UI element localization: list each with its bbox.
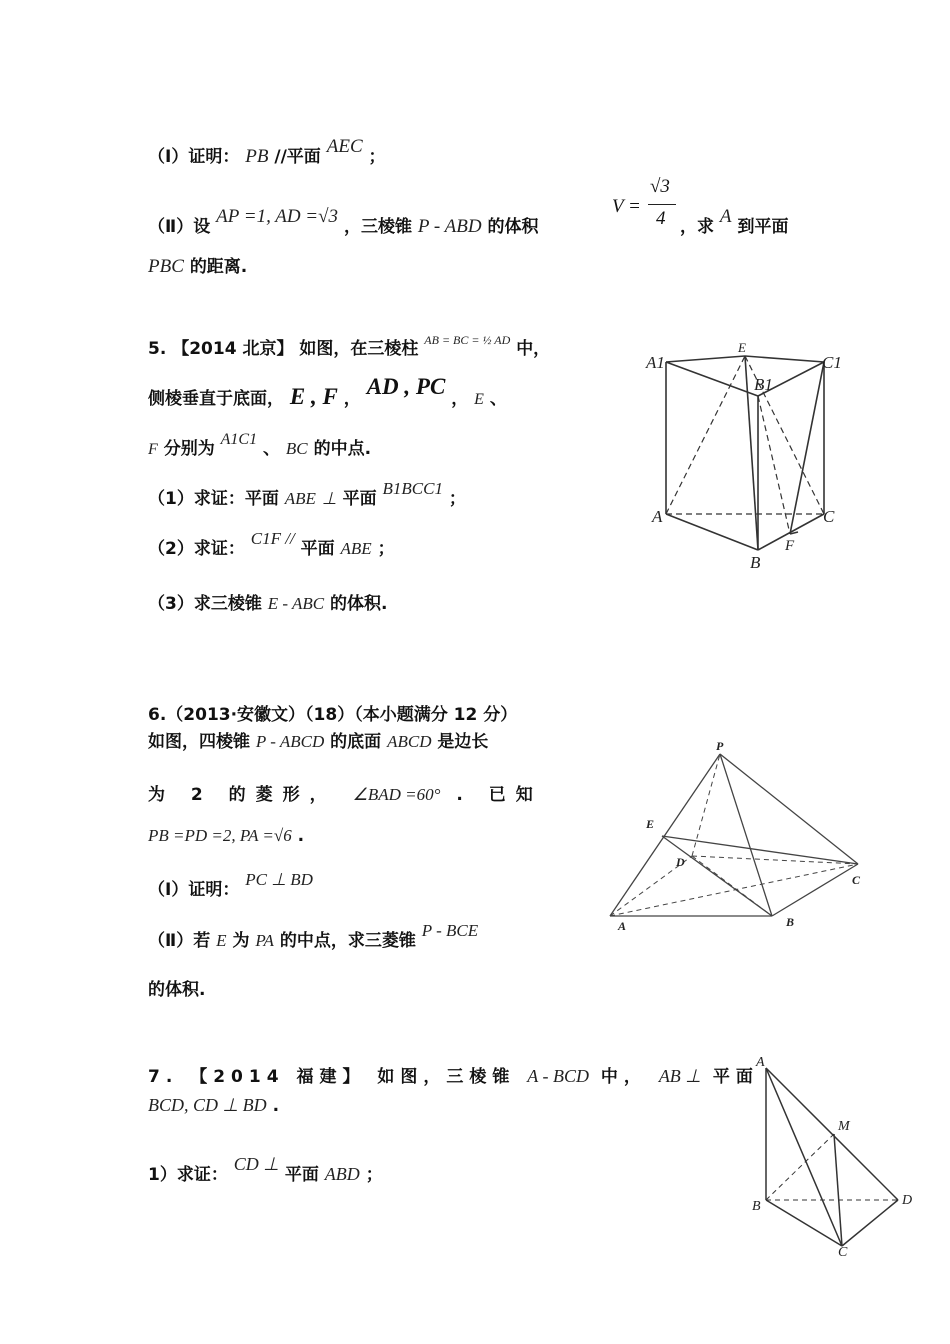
p4-part2-text3: ，求 [680,217,714,237]
p7-text4: . [272,1096,280,1116]
p4-part2-label: （Ⅱ）设 [148,217,211,237]
p7-q1 [148,1154,383,1185]
p5-fig-label-c: C [823,507,835,526]
p5-q1-perp: ⊥ [321,489,337,508]
p4-part2-math-a: A [719,206,732,227]
p5-line2 [148,374,507,410]
p4-part2-text1: ，三棱锥 [343,217,412,237]
p6-q2-math-pa: PA [255,931,274,950]
p5-fig-label-f: F [785,538,795,554]
p6-math-lengths: PB =PD =2, PA =√6 [148,826,292,845]
p4-part1-math-pb: PB [245,146,269,167]
p7-fig-label-c: C [838,1245,848,1256]
p4-part2 [148,206,539,238]
p5-q2-label: （2）求证： [148,539,245,559]
p5-text1: 如图，在三棱柱 [299,339,419,359]
p4-part2-text2: 的体积 [487,217,539,237]
p7-fig-label-a: A [756,1055,765,1070]
p4-part1 [148,136,386,168]
p6-line1 [148,727,488,752]
p6-q1-math: PC ⊥ BD [245,870,313,889]
p5-q2 [148,529,395,559]
p4-part2-text5: 的距离. [189,257,248,277]
p7-q1-math1: CD ⊥ [233,1154,279,1174]
p5-q2-math2: ABE [340,539,372,558]
p6-q2 [148,921,479,951]
p6-text4: 为 2 的菱形， [148,785,337,805]
p5-dun1: 、 [489,389,507,409]
p5-prism-figure [640,338,880,578]
p5-q3-label: （3）求三棱锥 [148,594,262,614]
p5-comma2: ， [451,389,469,409]
p6-q2-text1: 为 [232,931,250,951]
p4-part2-line2 [148,252,247,278]
p5-number: 5. [148,339,167,359]
p7-math-ab-perp: AB ⊥ [658,1066,701,1086]
p6-text3: 是边长 [437,732,489,752]
p7-fig-label-b: B [752,1199,761,1214]
p6-math-pyramid: P - ABCD [255,732,325,751]
p6-header: 6.（2013·安徽文）（18）（本小题满分 12 分） [148,705,518,725]
p5-condition-math: AB = BC = ½ AD [424,333,511,347]
p5-text3: 侧棱垂直于底面， [148,389,284,409]
p4-part2-math-ap-ad: AP =1, AD =√3 [216,206,339,227]
p7-source: 【2014 福建】 [190,1067,366,1087]
p6-text5: . 已知 [456,785,543,805]
p7-q1-label: 1）求证： [148,1165,228,1185]
p7-math-bcd: BCD, CD ⊥ BD [148,1095,267,1115]
p5-math-bc: BC [285,439,308,458]
p6-q2-end: 的体积. [148,980,206,1000]
p6-fig-label-d: D [676,855,685,869]
p5-source: 【2014 北京】 [172,339,294,359]
p7-q1-end: ； [365,1165,383,1185]
p6-q2-text2: 的中点，求三菱锥 [279,931,416,951]
p6-math-abcd: ABCD [387,732,432,751]
p4-part1-text: //平面 [274,147,321,167]
p4-part1-math-aec: AEC [326,136,363,157]
p6-fig-label-e: E [646,817,655,831]
p5-text2: 中， [516,339,551,359]
p7-q1-text: 平面 [284,1165,319,1185]
p5-q2-text: 平面 [300,539,335,559]
p7-text2: 中， [600,1067,647,1087]
p4-part2-math-pyramid: P - ABD [417,216,482,237]
p5-comma1: ， [343,389,361,409]
p5-math-e: E [474,391,484,408]
p5-dun2: 、 [263,439,280,459]
p5-fig-label-b1: B1 [754,375,773,394]
p5-text4: 分别为 [163,439,215,459]
p5-line1 [148,334,550,359]
p7-fig-label-m: M [838,1119,850,1134]
p7-text1: 如图，三棱锥 [377,1067,516,1087]
p6-q2-math-pbce: P - BCE [421,921,479,940]
p6-q1-label: （Ⅰ）证明： [148,880,240,900]
p6-pyramid-figure [600,736,870,936]
p6-q2-label: （Ⅱ）若 [148,931,211,951]
p5-q1 [148,479,466,509]
p7-math-pyramid: A - BCD [527,1066,589,1086]
p5-q1-label: （1）求证：平面 [148,489,279,509]
p5-fig-label-e: E [738,340,746,355]
p4-part2-math-pbc: PBC [148,256,184,277]
p5-q1-end: ； [448,489,466,509]
p5-fig-label-a: A [652,507,663,526]
p5-line3 [148,431,372,459]
p4-part2-cont [680,206,789,238]
p5-fig-label-b: B [750,553,761,572]
p4-part1-label: （Ⅰ）证明： [148,147,240,167]
p6-q2-math-e: E [216,931,227,950]
p7-line1 [148,1062,759,1087]
p6-fig-label-c: C [852,873,861,887]
p5-q2-end: ； [377,539,395,559]
p5-q2-math1: C1F // [250,529,295,548]
p4-part2-text4: 到平面 [737,217,789,237]
p5-q1-text: 平面 [342,489,377,509]
p5-q3-text: 的体积. [330,594,388,614]
p4-part1-end: ； [368,147,386,167]
p4-volume-lhs: V = [612,196,641,217]
p5-math-a1c1: A1C1 [220,431,258,448]
p5-fig-label-a1: A1 [646,353,665,372]
p6-line3 [148,826,304,846]
p7-line2 [148,1095,279,1116]
p5-math-adpc: AD , PC [366,374,446,399]
p5-text5: 的中点. [313,439,372,459]
p5-q1-math1: ABE [284,489,316,508]
p4-volume-fraction-bar [648,204,676,205]
p5-q3 [148,589,388,614]
p5-math-ef: E , F [289,384,338,409]
p6-q1 [148,870,313,900]
p6-line2 [148,780,543,805]
p6-fig-label-p: P [716,739,724,753]
p6-text6: . [297,826,305,846]
p7-text3: 平面 [712,1067,759,1087]
p6-text2: 的底面 [330,732,382,752]
p5-math-f: F [148,441,158,458]
p6-math-angle: ∠BAD =60° [352,785,441,804]
p4-volume-denominator: 4 [656,208,666,229]
p7-q1-math2: ABD [324,1164,360,1184]
p4-volume-numerator: √3 [650,176,670,197]
p7-number: 7. [148,1067,179,1087]
p5-q1-math2: B1BCC1 [382,479,443,498]
p6-fig-label-a: A [618,919,627,933]
p7-tetrahedron-figure [748,1050,928,1256]
p6-fig-label-b: B [786,915,795,929]
p5-q3-math: E - ABC [267,594,325,613]
p7-fig-label-d: D [902,1193,913,1208]
p5-fig-label-c1: C1 [822,353,842,372]
p6-text1: 如图，四棱锥 [148,732,250,752]
